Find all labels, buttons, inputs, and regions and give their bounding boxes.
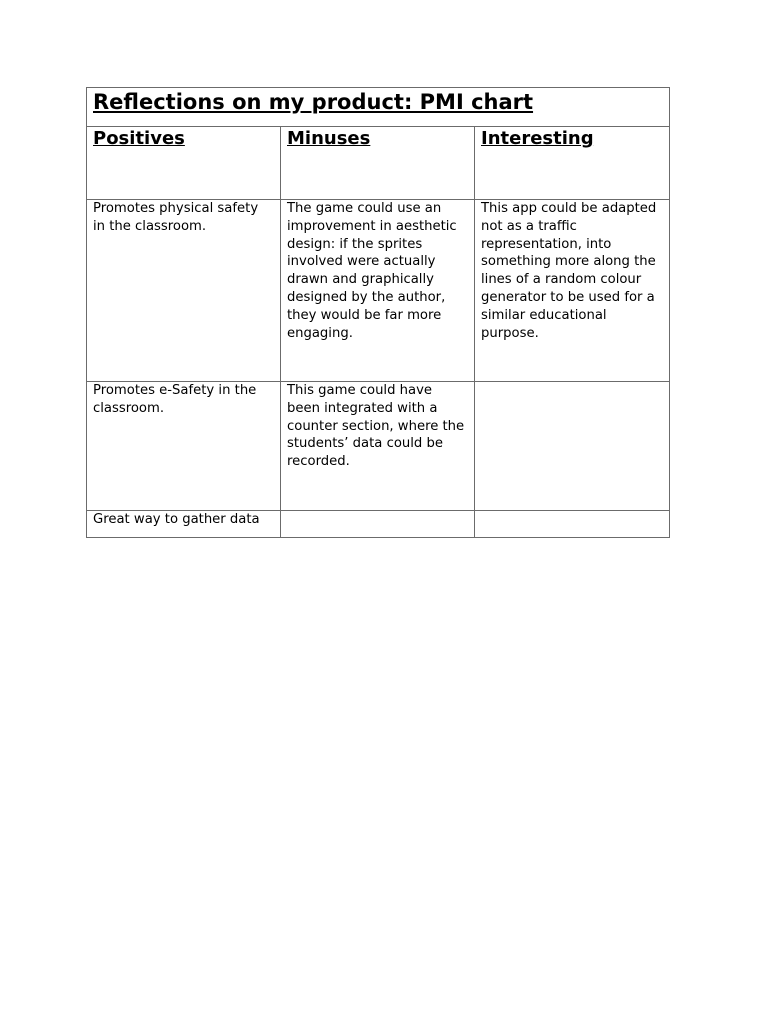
interesting-cell	[475, 200, 670, 382]
minus-text: The game could use an improvement in aesthetic design: if the sprites involved were actually drawn and graphically designed by the author, they would be far more engaging.	[287, 201, 457, 341]
positive-text: Promotes physical safety in the classroom.	[93, 201, 259, 234]
table-row	[87, 511, 670, 538]
positive-cell	[87, 511, 281, 538]
table-row	[87, 200, 670, 382]
table-row	[87, 382, 670, 511]
minus-text: This game could have been integrated with a counter section, where the students’ data could be recorded.	[287, 383, 465, 470]
header-row	[87, 127, 670, 200]
header-cell-minuses	[281, 127, 475, 200]
pmi-chart-table	[86, 87, 670, 538]
interesting-cell	[475, 382, 670, 511]
interesting-heading: Interesting	[481, 128, 594, 149]
positives-heading: Positives	[93, 128, 185, 149]
interesting-text: This app could be adapted not as a traffic representation, into something more along the lines of a random colour generator to be used for a similar educational purpose.	[481, 201, 657, 341]
minuses-heading: Minuses	[287, 128, 371, 149]
minus-cell	[281, 200, 475, 382]
header-cell-interesting	[475, 127, 670, 200]
positive-cell	[87, 382, 281, 511]
title-cell	[87, 88, 670, 127]
document-title: Reflections on my product: PMI chart	[93, 90, 534, 114]
minus-cell	[281, 511, 475, 538]
minus-cell	[281, 382, 475, 511]
positive-cell	[87, 200, 281, 382]
positive-text: Great way to gather data	[93, 512, 260, 527]
header-cell-positives	[87, 127, 281, 200]
interesting-cell	[475, 511, 670, 538]
positive-text: Promotes e-Safety in the classroom.	[93, 383, 257, 416]
title-row	[87, 88, 670, 127]
